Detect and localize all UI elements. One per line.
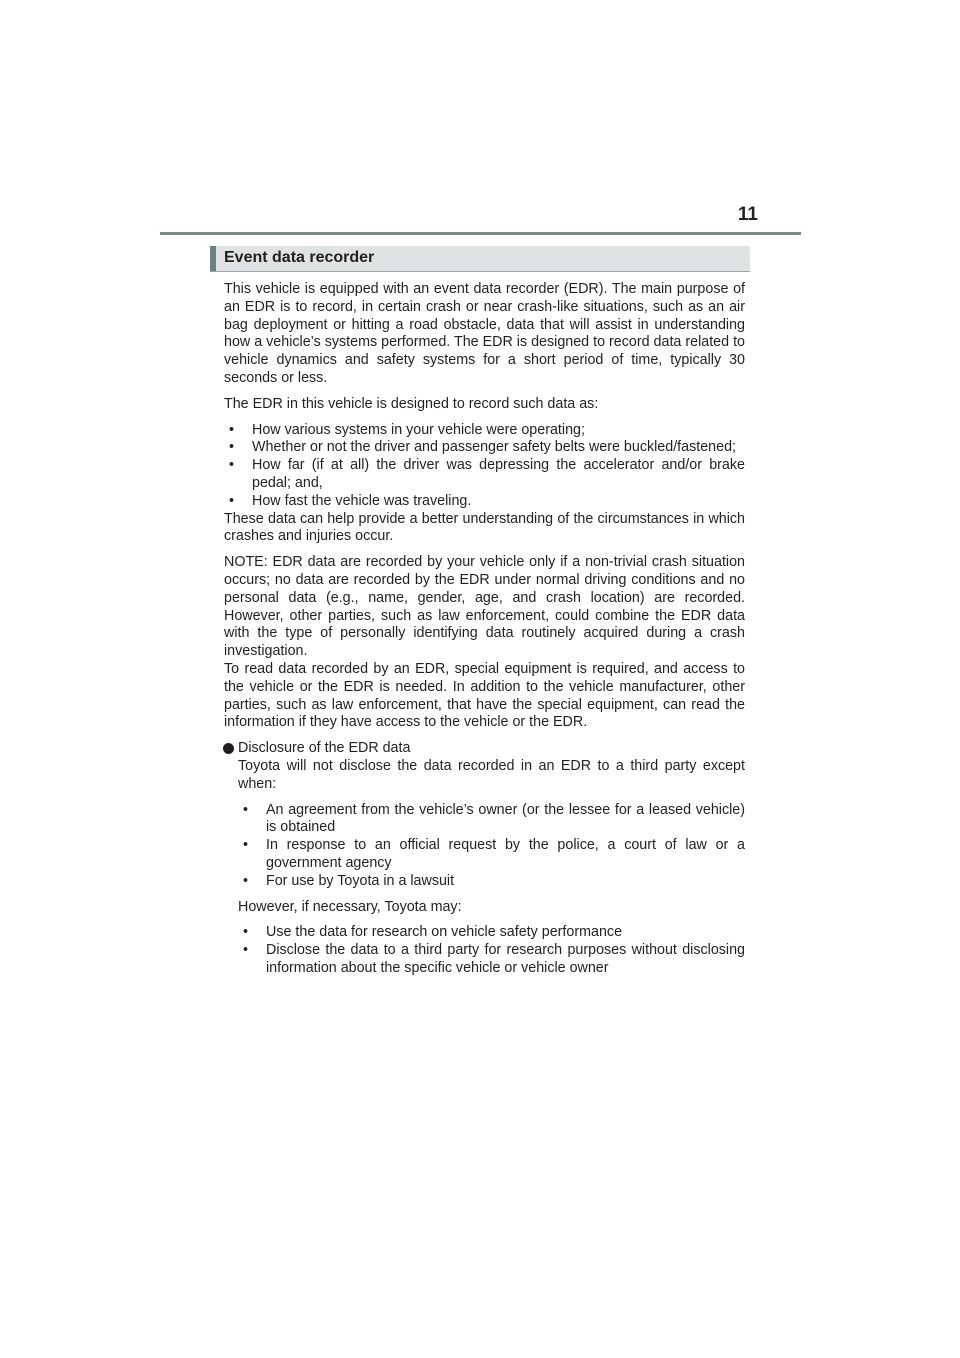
list-item: • Disclose the data to a third party for research purposes without disclosing information about the specific vehicle or vehicle owner: [243, 942, 745, 976]
header-rule: [160, 232, 801, 235]
bullet-icon: •: [229, 439, 235, 456]
bullet-icon: •: [229, 421, 235, 438]
disclosure-lead: Toyota will not disclose the data recorded in an EDR to a third party except when:: [238, 757, 745, 792]
disc-bullet-icon: [223, 743, 234, 754]
list-item: • In response to an official request by the police, a court of law or a government agency: [243, 837, 745, 871]
main-content: [224, 281, 745, 978]
bullet-icon: •: [229, 492, 235, 509]
however-lead: However, if necessary, Toyota may:: [238, 898, 462, 915]
section-heading: [210, 246, 750, 272]
list-item: • How fast the vehicle was traveling.: [229, 492, 472, 509]
record-list: [224, 422, 745, 511]
bullet-icon: •: [229, 457, 235, 474]
list-item: • Use the data for research on vehicle safety performance: [243, 924, 623, 941]
disclosure-section: [224, 758, 745, 978]
disclosure-heading: [224, 740, 745, 758]
list-item: • Whether or not the driver and passenger safety belts were buckled/fastened;: [229, 439, 736, 456]
bullet-icon: •: [243, 942, 249, 959]
bullet-icon: •: [243, 837, 249, 854]
list-item: • For use by Toyota in a lawsuit: [243, 872, 455, 889]
section-title: Event data recorder: [224, 249, 375, 266]
bullet-icon: •: [243, 924, 249, 941]
page-number: 11: [737, 204, 758, 225]
read-data-paragraph: To read data recorded by an EDR, special equipment is required, and access to the vehicle or the EDR is needed. In addition to the vehicle manufacturer, other parties, such as law enforcement, that have the special equipment, can read the information if they have access to the vehicle or the EDR.: [224, 660, 745, 731]
section-heading-bar: [210, 246, 216, 271]
note-paragraph: NOTE: EDR data are recorded by your vehicle only if a non-trivial crash situation occurs; no data are recorded by the EDR under normal driving conditions and no personal data (e.g., name, gender, age, and crash location) are recorded. However, other parties, such as law enforcement, could combine the EDR data with the type of personally identifying data routinely acquired during a crash investigation.: [224, 554, 745, 660]
record-after-paragraph: These data can help provide a better understanding of the circumstances in which crashes and injuries occur.: [224, 510, 745, 545]
disclosure-list: [238, 802, 745, 891]
may-list: [238, 924, 745, 977]
list-item: • How far (if at all) the driver was depressing the accelerator and/or brake pedal; and,: [229, 457, 745, 491]
list-item: • An agreement from the vehicle’s owner (or the lessee for a leased vehicle) is obtained: [243, 801, 745, 836]
list-item: • How various systems in your vehicle were operating;: [229, 421, 585, 438]
disclosure-heading-text: Disclosure of the EDR data: [238, 740, 411, 757]
record-lead: The EDR in this vehicle is designed to record such data as:: [224, 395, 599, 412]
bullet-icon: •: [243, 872, 249, 889]
bullet-icon: •: [243, 801, 249, 818]
intro-paragraph: This vehicle is equipped with an event data recorder (EDR). The main purpose of an EDR is to record, in certain crash or near crash-like situations, such as an air bag deployment or hitting a road obstacle, data that will assist in understanding how a vehicle’s systems performed. The EDR is designed to record data related to vehicle dynamics and safety systems for a short period of time, typically 30 seconds or less.: [224, 281, 745, 386]
